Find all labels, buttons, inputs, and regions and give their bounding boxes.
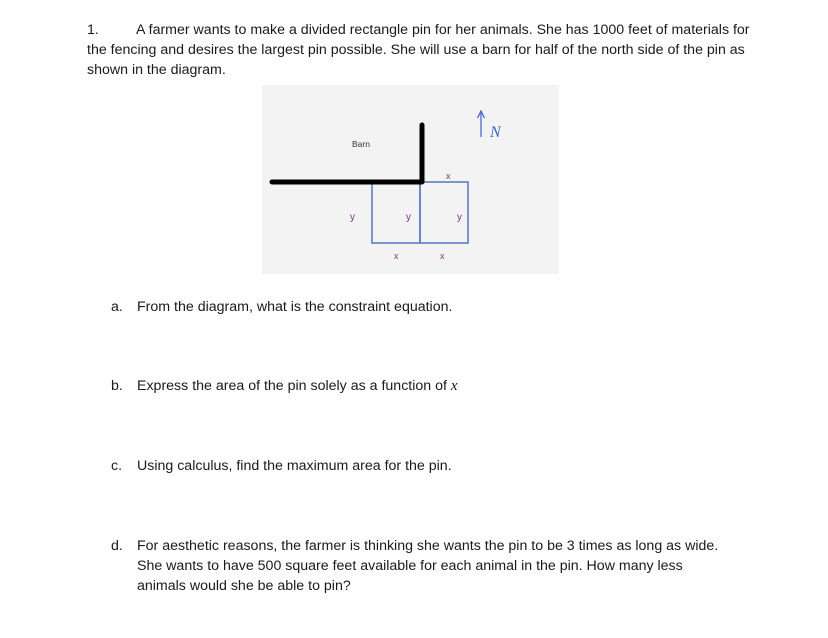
- question-a-text: From the diagram, what is the constraint equation.: [137, 299, 453, 315]
- barn-wall: [272, 125, 422, 182]
- barn-label: Barn: [352, 139, 370, 149]
- label-middle-y: y: [406, 212, 411, 223]
- problem-statement: [87, 20, 767, 80]
- question-a-letter: a.: [111, 299, 123, 315]
- label-top-x: x: [446, 171, 451, 181]
- question-a: [111, 297, 731, 317]
- question-b: [111, 376, 731, 396]
- diagram-svg: [262, 85, 559, 274]
- north-arrow-icon: [478, 111, 485, 137]
- question-d-text: For aesthetic reasons, the farmer is thinking she wants the pin to be 3 times as long as wide. She wants to have 500 square feet available for each animal in the pin. How many less animals would she be able to pin?: [137, 538, 719, 594]
- question-b-variable: x: [450, 378, 458, 394]
- label-right-y: y: [457, 212, 462, 223]
- question-b-text: Express the area of the pin solely as a function of: [137, 378, 451, 394]
- label-bottom-left-x: x: [394, 251, 399, 261]
- fence-left-pen: [372, 182, 420, 243]
- problem-number: 1.: [87, 22, 99, 38]
- question-d: [111, 536, 731, 596]
- label-left-y: y: [350, 212, 355, 223]
- pen-diagram: [262, 85, 559, 274]
- problem-text: A farmer wants to make a divided rectangle pin for her animals. She has 1000 feet of materials for the fencing and desires the largest pin possible. She will use a barn for half of the north side of the pin as shown in the diagram.: [87, 22, 750, 78]
- question-c-text: Using calculus, find the maximum area for the pin.: [137, 458, 452, 474]
- question-c-letter: c.: [111, 458, 123, 474]
- label-bottom-right-x: x: [440, 251, 445, 261]
- question-d-letter: d.: [111, 538, 123, 554]
- question-b-letter: b.: [111, 378, 123, 394]
- question-c: [111, 456, 731, 476]
- north-label: N: [490, 124, 501, 141]
